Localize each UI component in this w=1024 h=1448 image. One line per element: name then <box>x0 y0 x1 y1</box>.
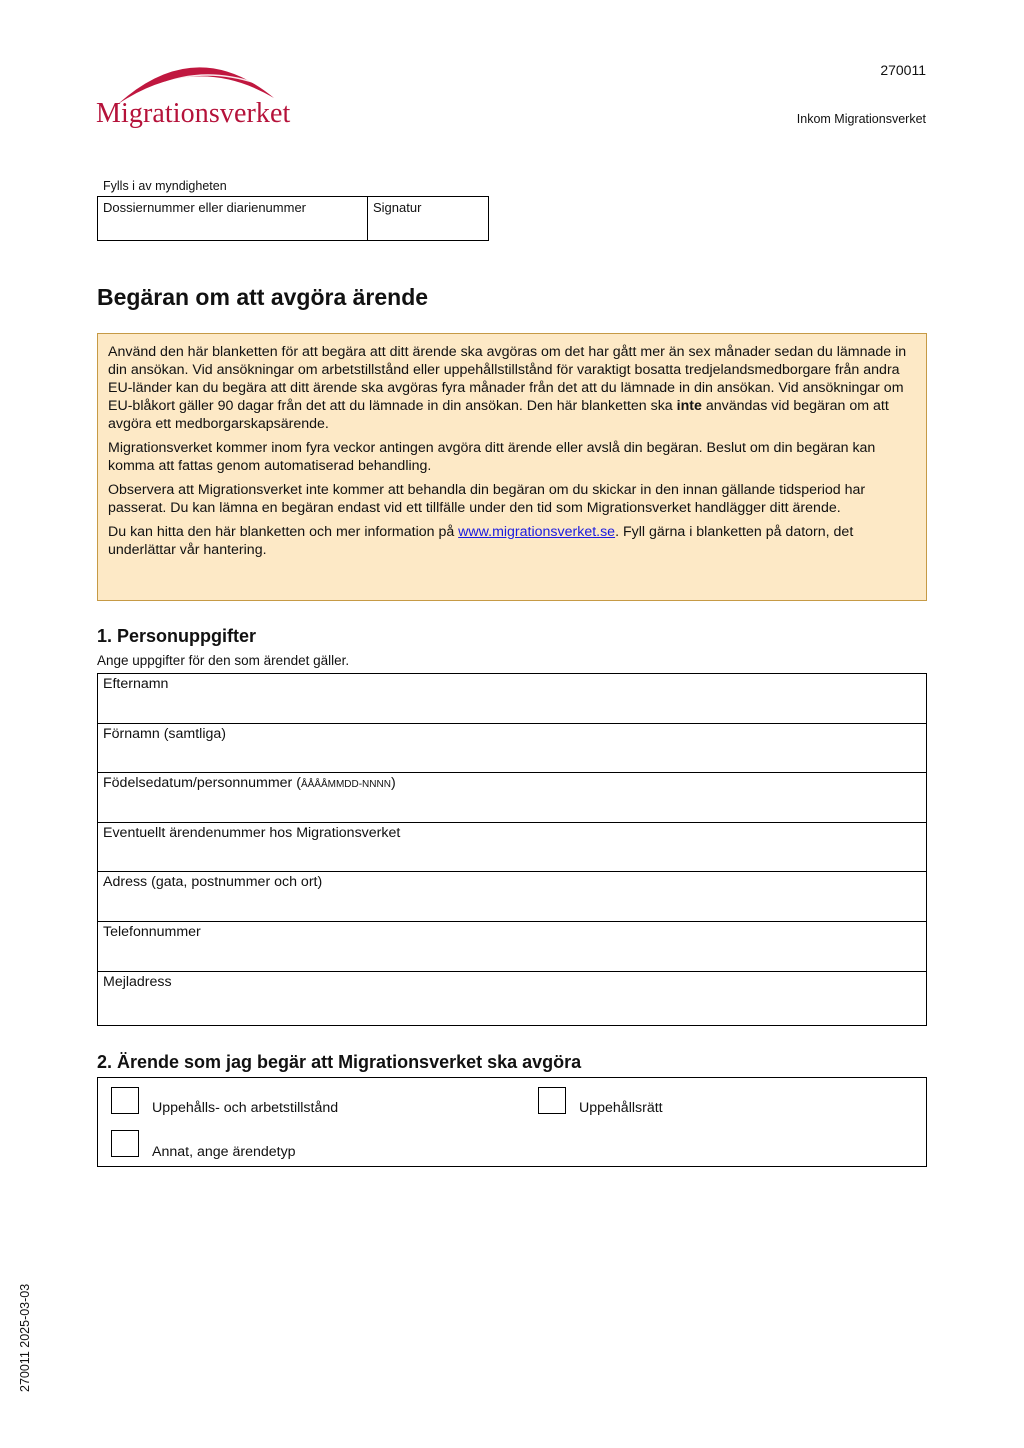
authority-box <box>97 196 489 241</box>
section2-title: 2. Ärende som jag begär att Migrationsverket ska avgöra <box>97 1052 582 1072</box>
section1-title: 1. Personuppgifter <box>97 626 257 646</box>
case-number-field[interactable] <box>98 823 926 873</box>
info-box <box>97 333 927 601</box>
info-paragraph-4 <box>108 523 916 559</box>
email-field[interactable] <box>98 972 926 1025</box>
birthdate-field[interactable] <box>98 773 926 823</box>
phone-field[interactable] <box>98 922 926 972</box>
address-label: Adress (gata, postnummer och ort) <box>103 874 323 891</box>
firstnames-label: Förnamn (samtliga) <box>103 725 226 742</box>
right-of-residence-checkbox[interactable] <box>538 1087 566 1114</box>
phone-label: Telefonnummer <box>103 923 201 940</box>
info-text: Använd den här blanketten för att begära att ditt ärende ska avgöras om det har gått mer än sex månader sedan du lämnade in din ansökan. Vid ansökningar om arbetstillstånd eller uppehållstillstånd för varaktigt bosatta tredjelandsmedborgare från andra EU-länder kan du begära att ditt ärende ska avgöras fyra månader från det att du lämnade in din ansökan. Vid ansökningar om EU-blåkort gäller 90 dagar från det att du lämnade in din ansökan. Den här blanketten ska <box>108 344 907 414</box>
info-bold-text: inte <box>676 398 702 414</box>
info-text: . Fyll gärna i blanketten på datorn, det underlättar vår hantering. <box>108 524 854 558</box>
address-field[interactable] <box>98 872 926 922</box>
birthdate-label: Födelsedatum/personnummer ( <box>103 775 301 792</box>
surname-field[interactable] <box>98 674 926 724</box>
inkom-label: Inkom Migrationsverket <box>796 112 926 126</box>
info-text: Du kan hitta den här blanketten och mer information på <box>108 524 459 540</box>
section1-subtitle: Ange uppgifter för den som ärendet gäller. <box>97 653 350 668</box>
firstnames-field[interactable] <box>98 724 926 774</box>
signature-field[interactable] <box>368 197 488 240</box>
personal-details-table <box>97 673 927 1026</box>
case-type-box <box>97 1077 927 1167</box>
birthdate-format-hint: ÅÅÅÅMMDD-NNNN <box>300 779 391 791</box>
right-of-residence-label: Uppehållsrätt <box>579 1100 663 1116</box>
case-number-label: Eventuellt ärendenummer hos Migrationsverket <box>103 824 401 841</box>
other-case-label: Annat, ange ärendetyp <box>152 1144 296 1160</box>
side-form-code: 270011 2025-03-03 <box>18 1283 32 1392</box>
surname-label: Efternamn <box>103 676 169 692</box>
info-paragraph-3: Observera att Migrationsverket inte kommer att behandla din begäran om du skickar in den innan gällande tidsperiod har passerat. Du kan lämna en begäran endast vid ett tillfälle under den tid som Migrationsverket handlägger ditt ärende. <box>108 482 866 516</box>
email-label: Mejladress <box>103 973 172 990</box>
authority-caption: Fylls i av myndigheten <box>103 179 227 193</box>
website-link[interactable]: www.migrationsverket.se <box>458 524 616 540</box>
signature-label: Signatur <box>373 200 422 215</box>
dossier-field[interactable] <box>98 197 368 240</box>
residence-work-checkbox[interactable] <box>111 1087 139 1114</box>
birthdate-label-close: ) <box>390 775 396 792</box>
dossier-label: Dossiernummer eller diarienummer <box>103 200 307 215</box>
info-text: användas vid begäran om att avgöra ett medborgarskapsärende. <box>108 398 889 432</box>
info-paragraph-2: Migrationsverket kommer inom fyra veckor antingen avgöra ditt ärende eller avslå din begäran. Beslut om din begäran kan komma att fattas genom automatiserad behandling. <box>108 440 876 474</box>
info-paragraph-1 <box>108 343 916 433</box>
page-title: Begäran om att avgöra ärende <box>97 284 429 310</box>
residence-work-label: Uppehålls- och arbetstillstånd <box>152 1100 339 1116</box>
form-number: 270011 <box>880 62 926 78</box>
other-case-checkbox[interactable] <box>111 1130 139 1157</box>
logo-wordmark: Migrationsverket <box>96 98 291 129</box>
